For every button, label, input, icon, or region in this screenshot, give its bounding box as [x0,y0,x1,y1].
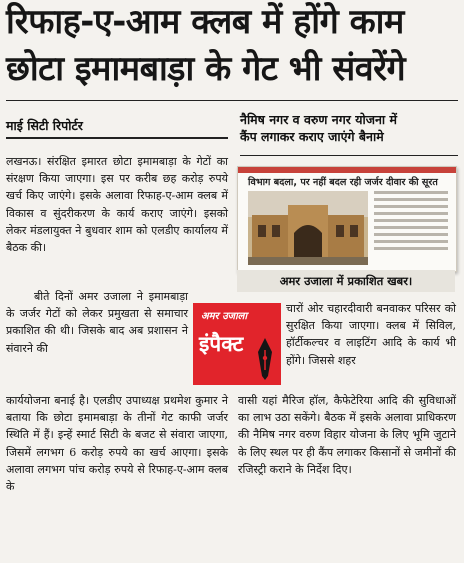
clipping-caption: अमर उजाला में प्रकाशित खबर। [237,270,455,292]
article-col-2-top [286,300,456,369]
pen-nib-icon [256,336,274,380]
article-para-2-bottom-text: कार्ययोजना बनाई है। एलडीए उपाध्यक्ष प्रथमेश कुमार ने बताया कि छोटा इमामबाड़ा के तीनों गेट काफी जर्जर स्थिति में हैं। इन्हें स्मार्ट सिटी के बजट से संवारा जाएगा, जिसमें लगभग 6 करोड़ रुपये का खर्च आएगा। इसके अलावा लगभग पांच करोड़ रुपये से रिफाह-ए-आम क्लब के [6,394,228,494]
clipping-thumbnail [237,166,457,272]
clipping-headline: विभाग बदला, पर नहीं बदल रही जर्जर दीवार की सूरत [248,177,438,188]
sidebar-heading-line-2: कैंप लगाकर कराए जाएंगे बैनामे [240,128,384,144]
impact-logo-brand: अमर उजाला [201,311,248,322]
clipping-text-lines [374,191,448,261]
article-col-2-bottom-text: वासी यहां मैरिज हॉल, कैफेटेरिया आदि की सुविधाओं का लाभ उठा सकेंगे। बैठक में इसके अलावा प्राधिकरण की नैमिष नगर वरुण विहार योजना के लिए भूमि जुटाने के लिए स्थल पर ही कैंप लगाकर किसानों से जमीनों की रजिस्ट्री कराने के निर्देश दिए। [238,394,456,476]
byline-underline [6,137,228,139]
article-para-2-top-text: बीते दिनों अमर उजाला ने इमामबाड़ा के जर्जर गेटों को लेकर प्रमुखता से समाचार प्रकाशित की थी। जिसके बाद अब प्रशासन ने संवारने की [6,290,188,355]
impact-logo-word: इंपैक्ट [199,332,244,356]
clipping-red-strip [238,167,456,173]
sidebar-heading [240,112,460,146]
article-col-2-bottom [238,392,456,478]
clipping-photo [248,191,368,265]
headline-divider [6,100,458,101]
sidebar-underline [240,155,458,156]
headline-line-2: छोटा इमामबाड़ा के गेट भी संवरेंगे [6,49,406,89]
article-col-2-top-text: चारों ओर चहारदीवारी बनवाकर परिसर को सुरक्षित किया जाएगा। क्लब में सिविल, हॉर्टीकल्चर व लाइटिंग आदि के कार्य भी होंगे। जिससे शहर [286,302,456,367]
impact-logo [193,303,281,385]
article-para-1 [6,153,228,256]
headline-line-1: रिफाह-ए-आम क्लब में होंगे काम [6,2,404,42]
article-para-2-top [6,288,188,357]
byline: माई सिटी रिपोर्टर [6,118,83,133]
article-para-1-text: लखनऊ। संरक्षित इमारत छोटा इमामबाड़ा के गेटों का संरक्षण किया जाएगा। इस पर करीब छह करोड़ रुपये खर्च किए जाएंगे। इसके अलावा रिफाह-ए-आम क्लब में विकास व सुंदरीकरण के कार्य कराए जाएंगे। इसको लेकर मंडलायुक्त ने बुधवार शाम को एलडीए कार्यालय में बैठक की। [6,155,228,255]
article-para-2-bottom [6,392,228,495]
sidebar-heading-line-1: नैमिष नगर व वरुण नगर योजना में [240,112,397,127]
